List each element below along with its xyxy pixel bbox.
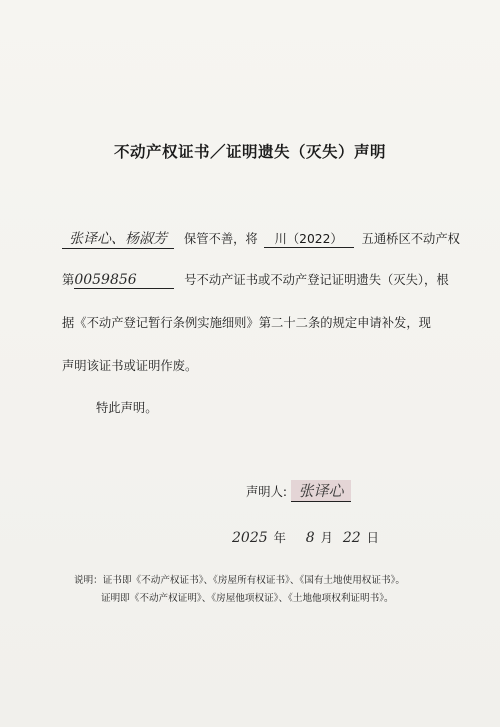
declarant-label: 声明人: xyxy=(246,485,288,499)
body-line-4: 声明该证书或证明作废。 xyxy=(62,359,198,373)
date-year: 2025 xyxy=(232,530,268,546)
date-month-unit: 月 xyxy=(320,531,333,545)
cert-prefix: 川（2022） xyxy=(264,229,354,248)
date-row xyxy=(232,528,379,546)
certificate-number: 0059856 xyxy=(74,272,174,289)
body-line-3: 据《不动产登记暂行条例实施细则》第二十二条的规定申请补发，现 xyxy=(62,316,431,330)
date-year-unit: 年 xyxy=(273,531,286,545)
owner-names: 张译心、杨淑芳 xyxy=(62,228,174,249)
declarant-row xyxy=(246,480,351,502)
declarant-signature: 张译心 xyxy=(291,480,351,502)
body-text-2: 五通桥区不动产权 xyxy=(361,232,460,246)
note-line-1: 说明：证书即《不动产权证书》、《房屋所有权证书》、《国有土地使用权证书》。 xyxy=(74,575,405,586)
date-day: 22 xyxy=(342,530,361,546)
body-line-1 xyxy=(62,228,460,249)
note-line-2: 证明即《不动产权证明》、《房屋他项权证》、《土地他项权利证明书》。 xyxy=(101,593,394,604)
date-month: 8 xyxy=(305,530,315,546)
document-title: 不动产权证书／证明遗失（灭失）声明 xyxy=(113,143,386,161)
closing-statement: 特此声明。 xyxy=(96,401,158,415)
body-text-1: 保管不善，将 xyxy=(183,232,258,246)
date-day-unit: 日 xyxy=(366,531,379,545)
body-text-3: 号不动产证书或不动产登记证明遗失（灭失），根 xyxy=(184,273,449,287)
body-line-2 xyxy=(62,270,449,289)
body-text-di: 第 xyxy=(62,273,75,287)
